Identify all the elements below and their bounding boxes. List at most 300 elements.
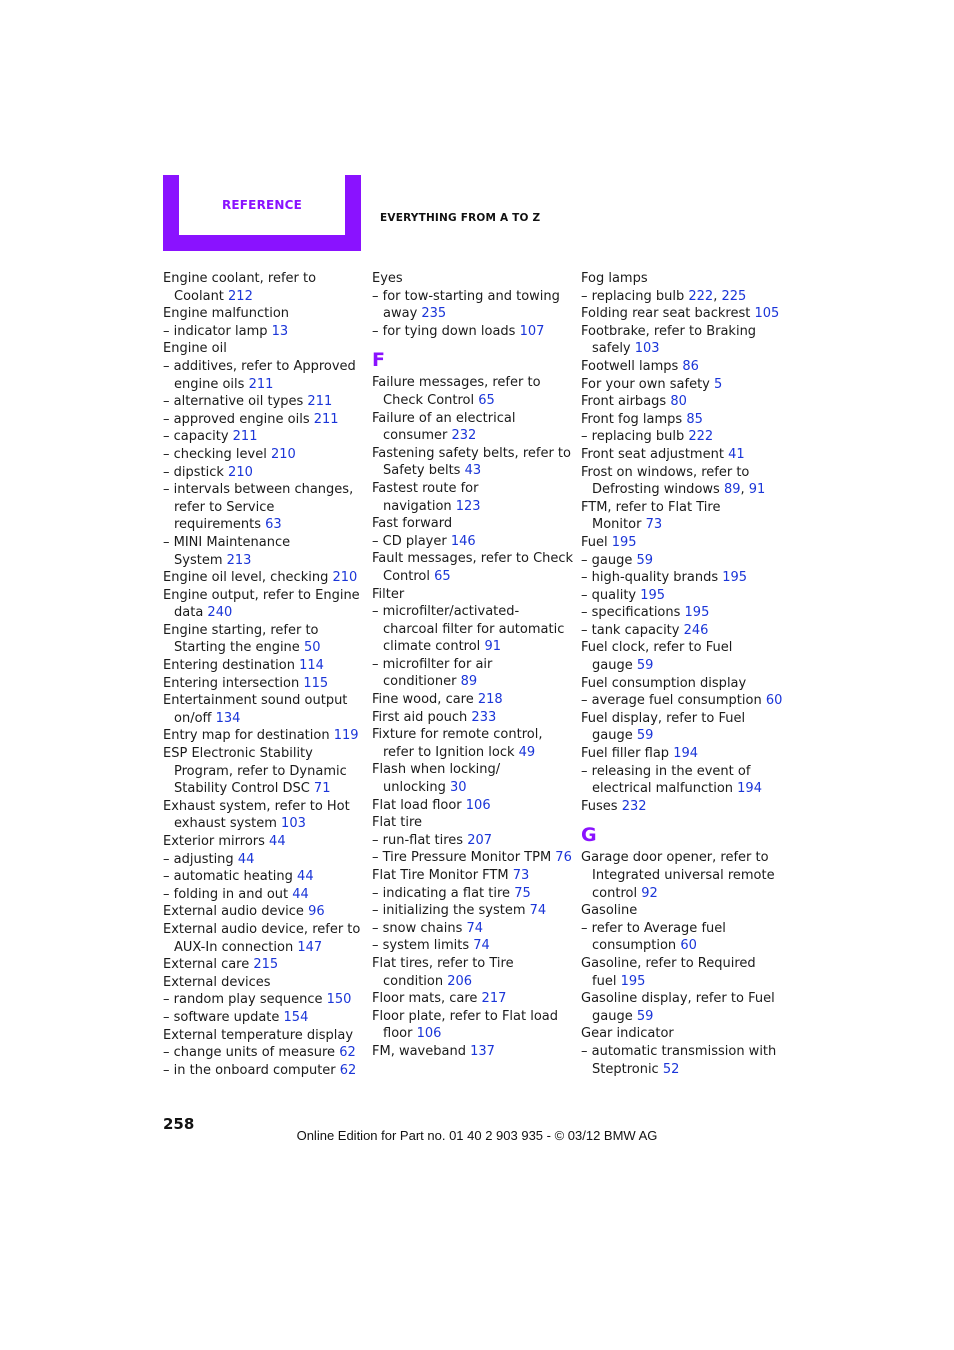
index-entry-text: Fixture for remote control, <box>372 727 543 743</box>
index-entry-text: Footwell lamps <box>581 358 683 374</box>
index-entry <box>163 534 363 552</box>
index-entry-text: Garage door opener, refer to <box>581 850 769 866</box>
page-reference-link[interactable]: 207 <box>467 832 493 848</box>
index-entry-text: – automatic heating <box>163 869 298 885</box>
page-reference-link[interactable]: 195 <box>684 605 710 621</box>
index-entry-text: FTM, refer to Flat Tire <box>581 499 721 515</box>
page-reference-link[interactable]: 74 <box>529 903 547 919</box>
index-letter-heading: G <box>581 824 597 847</box>
index-entry-text: – snow chains <box>372 920 467 936</box>
index-entry-text: consumer <box>383 428 452 444</box>
index-entry-text: Check Control <box>383 392 479 408</box>
index-entry <box>581 428 781 446</box>
index-entry <box>163 692 363 710</box>
index-entry <box>372 849 572 867</box>
page-reference-link[interactable]: 154 <box>283 1009 309 1025</box>
page-reference-link[interactable]: 91 <box>484 639 501 655</box>
index-entry <box>372 515 572 533</box>
index-entry <box>163 727 363 745</box>
index-entry <box>163 921 363 939</box>
index-entry <box>163 464 363 482</box>
page-reference-link[interactable]: 63 <box>265 517 282 533</box>
index-entry <box>581 358 781 376</box>
index-entry-text: Fuel display, refer to Fuel <box>581 710 746 726</box>
index-entry-text: Fine wood, care <box>372 692 478 708</box>
index-entry <box>372 445 572 463</box>
index-entry <box>163 569 363 587</box>
index-entry <box>581 745 781 763</box>
index-entry <box>581 604 781 622</box>
index-entry <box>163 270 363 288</box>
page-reference-link[interactable]: 211 <box>307 394 333 410</box>
index-entry <box>372 814 572 832</box>
index-entry-text: Failure messages, refer to <box>372 375 541 391</box>
index-entry-text: – additives, refer to Approved <box>163 358 356 374</box>
index-entry-text: Control <box>383 568 435 584</box>
index-entry-text: ESP Electronic Stability <box>163 746 313 762</box>
page-reference-link[interactable]: 44 <box>292 886 309 902</box>
page-reference-link[interactable]: 137 <box>470 1043 495 1059</box>
index-entry-text: consumption <box>592 938 681 954</box>
page-reference-link[interactable]: 195 <box>722 570 748 586</box>
index-entry-text: Fastest route for <box>372 480 479 496</box>
index-entry <box>163 340 363 358</box>
index-entry-text: requirements <box>174 517 266 533</box>
page-reference-link[interactable]: 213 <box>226 552 252 568</box>
page-reference-link[interactable]: 106 <box>416 1026 442 1042</box>
page-reference-link[interactable]: 62 <box>339 1045 356 1061</box>
page-reference-link[interactable]: 211 <box>232 429 258 445</box>
index-entry <box>372 937 572 955</box>
index-entry-continuation <box>372 392 572 410</box>
index-entry <box>163 481 363 499</box>
index-entry-text: Gasoline, refer to Required <box>581 955 756 971</box>
index-entry-text: – microfilter/activated- <box>372 604 520 620</box>
page-reference-link[interactable]: 59 <box>636 1008 654 1024</box>
page-reference-link[interactable]: 44 <box>237 851 255 867</box>
index-entry-continuation <box>581 1061 781 1079</box>
index-entry <box>372 550 572 568</box>
index-entry-text: Safety belts <box>383 463 465 479</box>
index-entry-continuation <box>163 288 363 306</box>
index-entry-continuation <box>372 568 572 586</box>
page-reference-link[interactable]: 222 <box>688 429 714 445</box>
page-number: 258 <box>163 1115 195 1133</box>
index-entry-text: – folding in and out <box>163 886 293 902</box>
page-reference-link[interactable]: 233 <box>471 709 497 725</box>
index-entry-text: – refer to Average fuel <box>581 920 726 936</box>
index-entry <box>372 832 572 850</box>
index-entry <box>163 886 363 904</box>
page-reference-link[interactable]: 119 <box>333 728 359 744</box>
page-reference-link[interactable]: 123 <box>455 498 481 514</box>
index-entry-continuation <box>163 780 363 798</box>
index-entry <box>163 622 363 640</box>
index-entry <box>163 1009 363 1027</box>
index-entry <box>163 903 363 921</box>
index-entry-text: – approved engine oils <box>163 411 314 427</box>
index-entry-text: Front airbags <box>581 394 671 410</box>
index-entry-continuation <box>163 376 363 394</box>
index-entry-text: – initializing the system <box>372 903 530 919</box>
index-entry-text: Flat tires, refer to Tire <box>372 955 514 971</box>
index-entry-text: External devices <box>163 974 271 990</box>
index-entry-text: – random play sequence <box>163 992 327 1008</box>
index-entry-text: Exterior mirrors <box>163 834 270 849</box>
index-entry-continuation <box>163 552 363 570</box>
index-entry-continuation <box>372 621 572 639</box>
index-entry <box>372 374 572 392</box>
page-reference-link[interactable]: 150 <box>326 992 352 1008</box>
index-entry-text: Fastening safety belts, refer to <box>372 445 571 461</box>
index-entry <box>163 393 363 411</box>
index-entry-continuation <box>372 638 572 656</box>
index-entry-text: gauge <box>592 1008 637 1024</box>
page-reference-link[interactable]: 86 <box>682 358 699 374</box>
page-reference-link[interactable]: 212 <box>228 288 253 304</box>
index-entry <box>163 1044 363 1062</box>
page-reference-link[interactable]: 103 <box>281 816 306 832</box>
index-entry-text: FM, waveband <box>372 1043 471 1059</box>
index-entry <box>372 761 572 779</box>
index-entry <box>581 323 781 341</box>
page-reference-link[interactable]: 85 <box>686 411 703 427</box>
page-reference-link[interactable]: 210 <box>270 446 296 462</box>
index-entry-continuation <box>163 604 363 622</box>
index-entry <box>372 920 572 938</box>
index-entry-text: Fast forward <box>372 516 453 532</box>
index-entry <box>372 885 572 903</box>
page-reference-link[interactable]: 73 <box>512 868 530 883</box>
index-entry <box>581 902 781 920</box>
index-entry-text: – Tire Pressure Monitor TPM <box>372 850 556 866</box>
index-entry-text: – releasing in the event of <box>581 763 751 779</box>
page-reference-link[interactable]: 240 <box>207 605 233 621</box>
index-entry-continuation <box>372 673 572 691</box>
index-entry-continuation <box>372 1025 572 1043</box>
index-entry-text: Fuel clock, refer to Fuel <box>581 640 733 656</box>
page-reference-link[interactable]: 225 <box>721 288 747 304</box>
page-reference-link[interactable]: 217 <box>481 991 507 1007</box>
index-entry-text: Engine oil level, checking <box>163 570 333 586</box>
index-entry-text: – specifications <box>581 605 685 621</box>
index-entry-text: conditioner <box>383 674 461 690</box>
index-entry-text: condition <box>383 973 448 989</box>
page-reference-link[interactable]: 218 <box>477 692 503 708</box>
index-entry <box>581 849 781 867</box>
page-reference-link[interactable]: 215 <box>253 957 279 973</box>
page-reference-link[interactable]: 206 <box>447 973 473 989</box>
page-reference-link[interactable]: 134 <box>215 710 241 726</box>
index-entry <box>163 956 363 974</box>
index-entry <box>581 288 781 306</box>
index-entry-continuation <box>163 516 363 534</box>
index-entry-continuation <box>581 937 781 955</box>
index-entry-text: – capacity <box>163 429 233 445</box>
index-entry <box>163 675 363 693</box>
page-reference-link[interactable]: 195 <box>640 587 666 603</box>
page-reference-link[interactable]: 107 <box>519 323 545 339</box>
page-reference-link[interactable]: 114 <box>299 658 324 674</box>
index-column-1 <box>163 270 363 1079</box>
index-entry-text: on/off <box>174 710 216 726</box>
page-reference-link[interactable]: 89 <box>460 674 478 690</box>
index-entry-text: – adjusting <box>163 851 238 867</box>
index-entry <box>372 410 572 428</box>
index-entry <box>581 710 781 728</box>
index-entry <box>372 691 572 709</box>
page-reference-link[interactable]: 232 <box>451 428 477 444</box>
page-reference-link[interactable]: 115 <box>303 675 329 691</box>
index-entry-text: exhaust system <box>174 816 282 832</box>
page-reference-link[interactable]: 5 <box>714 376 723 392</box>
page-reference-link[interactable]: 96 <box>308 904 325 920</box>
index-entry-text: Flash when locking/ <box>372 762 501 778</box>
index-entry <box>372 867 572 885</box>
page-reference-link[interactable]: 210 <box>332 570 358 586</box>
index-entry-text: – checking level <box>163 446 271 462</box>
index-entry-text: External audio device <box>163 904 309 920</box>
page-reference-link[interactable]: 71 <box>313 781 331 797</box>
index-entry-text: Fault messages, refer to Check <box>372 551 574 567</box>
index-entry-text: – MINI Maintenance <box>163 534 291 550</box>
index-entry-text: – change units of measure <box>163 1045 340 1061</box>
page-reference-link[interactable]: 80 <box>670 394 687 410</box>
index-entry-text: refer to Service <box>174 499 275 515</box>
page-reference-link[interactable]: 59 <box>636 728 654 744</box>
page-reference-link[interactable]: 75 <box>514 885 531 901</box>
page-reference-link[interactable]: 60 <box>680 938 697 954</box>
index-entry <box>163 833 363 851</box>
index-entry-text: gauge <box>592 658 637 674</box>
index-entry-text: Stability Control DSC <box>174 781 314 797</box>
index-entry <box>163 1062 363 1080</box>
index-entry-text: Fuses <box>581 798 622 814</box>
index-entry <box>372 586 572 604</box>
page-reference-link[interactable]: 65 <box>478 392 495 408</box>
index-entry <box>581 1025 781 1043</box>
index-entry <box>163 657 363 675</box>
page-reference-link[interactable]: 147 <box>297 939 323 955</box>
index-entry-text: gauge <box>592 728 637 744</box>
index-entry-text: Fuel <box>581 534 612 550</box>
page-reference-link[interactable]: 235 <box>421 306 447 322</box>
index-entry-text: Front fog lamps <box>581 411 687 427</box>
index-entry-text: – for tow-starting and towing <box>372 288 560 304</box>
page-reference-link[interactable]: 91 <box>748 482 766 498</box>
index-entry <box>163 991 363 1009</box>
section-tab-label: REFERENCE <box>221 198 303 212</box>
page-reference-link[interactable]: 76 <box>555 850 572 866</box>
index-entry <box>581 376 781 394</box>
index-entry-text: Fog lamps <box>581 271 648 286</box>
index-entry <box>581 569 781 587</box>
index-entry-text: Flat tire <box>372 815 423 831</box>
index-entry <box>372 797 572 815</box>
page-reference-link[interactable]: 194 <box>737 781 762 797</box>
page-reference-link[interactable]: 44 <box>297 869 314 885</box>
index-entry-text: Frost on windows, refer to <box>581 464 750 480</box>
index-entry-continuation <box>372 498 572 516</box>
index-entry <box>163 305 363 323</box>
index-entry-text: – CD player <box>372 533 451 549</box>
index-entry-text: – dipstick <box>163 464 229 480</box>
index-entry <box>581 1043 781 1061</box>
index-entry <box>163 358 363 376</box>
page-reference-link[interactable]: 65 <box>434 568 451 584</box>
index-entry <box>372 323 572 341</box>
index-entry-text: – system limits <box>372 938 474 954</box>
index-entry-text: Floor mats, care <box>372 991 482 1007</box>
page-reference-link[interactable]: 60 <box>765 693 783 709</box>
index-entry <box>372 656 572 674</box>
section-tab-inner <box>179 175 345 235</box>
index-entry-text: For your own safety <box>581 376 715 392</box>
index-entry-text: – intervals between changes, <box>163 482 354 498</box>
page-reference-link[interactable]: 211 <box>313 411 339 427</box>
index-entry-text: – tank capacity <box>581 622 684 638</box>
index-entry-continuation <box>163 815 363 833</box>
index-entry-text: Gasoline display, refer to Fuel <box>581 991 775 1007</box>
index-entry-text: Engine coolant, refer to <box>163 271 317 286</box>
index-entry <box>581 639 781 657</box>
page-reference-link[interactable]: 105 <box>754 306 780 322</box>
page-reference-link[interactable]: 92 <box>641 885 658 901</box>
index-entry-text: floor <box>383 1026 417 1042</box>
section-tab <box>163 175 361 251</box>
page-reference-link[interactable]: 73 <box>645 517 663 533</box>
index-entry-text: – microfilter for air <box>372 656 493 672</box>
page-reference-link[interactable]: 52 <box>662 1061 680 1077</box>
index-entry-text: electrical malfunction <box>592 781 738 797</box>
page-reference-link[interactable]: 211 <box>248 376 274 392</box>
index-entry <box>581 499 781 517</box>
index-entry-text: – replacing bulb <box>581 429 689 445</box>
page-reference-link[interactable]: 43 <box>464 463 482 479</box>
index-entry-continuation <box>163 499 363 517</box>
index-entry-continuation <box>372 462 572 480</box>
page-reference-link[interactable]: 106 <box>465 797 491 813</box>
page-reference-link[interactable]: 41 <box>728 446 745 462</box>
index-entry-separator: , <box>740 482 749 498</box>
index-entry <box>372 990 572 1008</box>
index-entry <box>581 446 781 464</box>
index-entry <box>581 587 781 605</box>
index-entry-continuation <box>581 973 781 991</box>
index-entry-text: fuel <box>592 973 621 989</box>
index-entry <box>581 411 781 429</box>
index-entry <box>372 533 572 551</box>
page-reference-link[interactable]: 195 <box>620 973 646 989</box>
index-entry-text: Entering intersection <box>163 675 304 691</box>
index-entry <box>581 393 781 411</box>
index-entry <box>581 464 781 482</box>
index-entry-text: Steptronic <box>592 1061 663 1077</box>
index-entry-text: charcoal filter for automatic <box>383 621 565 637</box>
page-reference-link[interactable]: 222 <box>688 288 714 304</box>
page-reference-link[interactable]: 44 <box>269 834 286 849</box>
index-entry-continuation <box>163 710 363 728</box>
page-reference-link[interactable]: 62 <box>339 1062 357 1078</box>
page-reference-link[interactable]: 146 <box>450 533 476 549</box>
index-entry-text: – run-flat tires <box>372 832 468 848</box>
index-entry-continuation <box>163 639 363 657</box>
index-entry-text: Engine malfunction <box>163 306 290 322</box>
index-entry <box>372 603 572 621</box>
index-entry <box>581 990 781 1008</box>
index-entry <box>163 587 363 605</box>
index-entry <box>163 446 363 464</box>
index-entry <box>581 270 781 288</box>
index-entry <box>581 920 781 938</box>
index-entry-continuation <box>581 657 781 675</box>
page-reference-link[interactable]: 50 <box>303 640 321 656</box>
page-reference-link[interactable]: 103 <box>634 341 660 357</box>
page-reference-link[interactable]: 89 <box>723 482 741 498</box>
index-entry <box>163 411 363 429</box>
page-reference-link[interactable]: 59 <box>636 658 654 674</box>
page-reference-link[interactable]: 232 <box>621 798 647 814</box>
index-entry-text: control <box>592 885 642 901</box>
page-reference-link[interactable]: 49 <box>518 744 536 760</box>
index-entry-text: safely <box>592 341 635 357</box>
index-entry <box>163 851 363 869</box>
index-entry-text: AUX-In connection <box>174 939 298 955</box>
index-entry-continuation <box>581 727 781 745</box>
index-entry-text: Entering destination <box>163 658 300 674</box>
page-reference-link[interactable]: 210 <box>228 464 253 480</box>
index-entry-text: External temperature display <box>163 1027 354 1043</box>
page-reference-link[interactable]: 194 <box>673 746 699 762</box>
page-reference-link[interactable]: 59 <box>636 552 654 568</box>
index-entry-text: Engine oil <box>163 341 227 357</box>
index-entry-text: Flat Tire Monitor FTM <box>372 868 513 883</box>
index-entry-text: Gear indicator <box>581 1026 674 1042</box>
index-entry <box>372 288 572 306</box>
index-entry-text: External care <box>163 957 254 973</box>
index-entry <box>372 1008 572 1026</box>
index-entry <box>372 902 572 920</box>
index-column-2 <box>372 270 572 1061</box>
index-entry-text: External audio device, refer to <box>163 921 361 937</box>
page-reference-link[interactable]: 30 <box>449 780 467 796</box>
index-entry-continuation <box>372 427 572 445</box>
page-reference-link[interactable]: 74 <box>473 938 490 954</box>
page-reference-link[interactable]: 74 <box>466 920 484 936</box>
page-reference-link[interactable]: 13 <box>271 323 289 339</box>
index-entry <box>372 480 572 498</box>
index-entry-text: – quality <box>581 587 641 603</box>
index-letter-heading: F <box>372 349 385 372</box>
index-entry-text: Integrated universal remote <box>592 868 775 883</box>
page-reference-link[interactable]: 246 <box>683 622 709 638</box>
index-entry-text: – indicating a flat tire <box>372 885 515 901</box>
index-column-3 <box>581 270 781 1078</box>
index-entry <box>581 763 781 781</box>
index-entry <box>163 1027 363 1045</box>
section-title: EVERYTHING FROM A TO Z <box>380 212 541 224</box>
index-entry-text: Front seat adjustment <box>581 446 729 462</box>
index-entry-continuation <box>581 340 781 358</box>
index-entry <box>163 323 363 341</box>
index-entry <box>372 955 572 973</box>
index-entry-text: Footbrake, refer to Braking <box>581 323 757 339</box>
page-reference-link[interactable]: 195 <box>611 534 637 550</box>
index-entry-text: Defrosting windows <box>592 482 724 498</box>
index-entry-text: Fuel filler flap <box>581 746 674 762</box>
index-entry-separator: , <box>713 288 722 304</box>
index-entry-continuation <box>163 939 363 957</box>
